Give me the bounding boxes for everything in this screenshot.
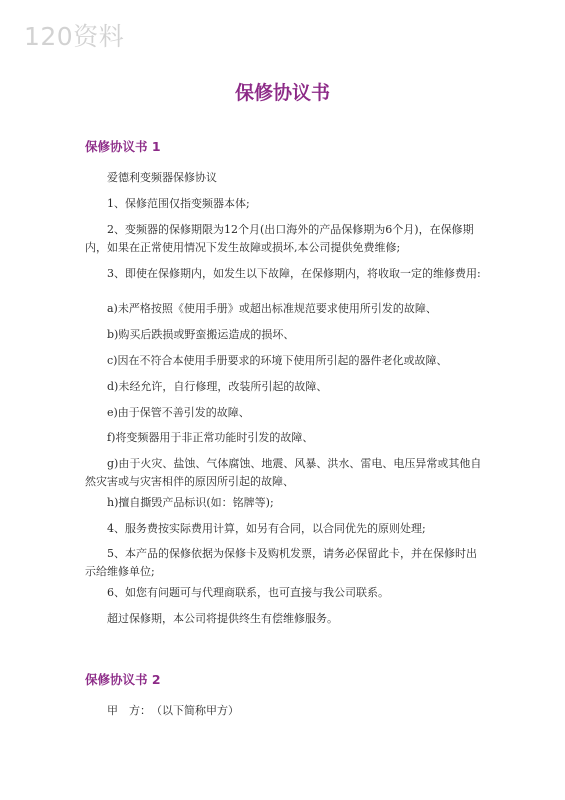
paragraph: 2、变频器的保修期限为12个月(出口海外的产品保修期为6个月)，在保修期内，如果在正常使用情况下发生故障或损坏,本公司提供免费维修; bbox=[85, 223, 474, 254]
document-title: 保修协议书 bbox=[234, 82, 330, 104]
paragraph: c)因在不符合本使用手册要求的环境下使用所引起的器件老化或故障、 bbox=[107, 354, 448, 367]
section-1-heading: 保修协议书 1 bbox=[85, 139, 161, 154]
paragraph: d)未经允许，自行修理，改装所引起的故障、 bbox=[107, 380, 328, 393]
paragraph: g)由于火灾、盐蚀、气体腐蚀、地震、风暴、洪水、雷电、电压异常或其他自然灾害或与灾害相伴的原因所引起的故障、 bbox=[85, 457, 482, 488]
paragraph: f)将变频器用于非正常功能时引发的故障、 bbox=[107, 431, 314, 444]
paragraph: 甲 方： （以下简称甲方） bbox=[107, 704, 239, 717]
watermark-logo: 120资料 bbox=[24, 22, 125, 51]
paragraph: 1、保修范围仅指变频器本体; bbox=[107, 197, 250, 210]
paragraph: e)由于保管不善引发的故障、 bbox=[107, 406, 250, 419]
paragraph: a)未严格按照《使用手册》或超出标准规范要求使用所引发的故障、 bbox=[107, 302, 437, 315]
paragraph: b)购买后跌损或野蛮搬运造成的损坏、 bbox=[107, 328, 295, 341]
paragraph: 超过保修期，本公司将提供终生有偿维修服务。 bbox=[107, 612, 338, 625]
paragraph: 爱德利变频器保修协议 bbox=[107, 171, 217, 184]
paragraph: 4、服务费按实际费用计算，如另有合同，以合同优先的原则处理; bbox=[107, 522, 426, 535]
section-2-heading: 保修协议书 2 bbox=[85, 672, 161, 687]
paragraph: 5、本产品的保修依据为保修卡及购机发票，请务必保留此卡，并在保修时出示给维修单位; bbox=[85, 547, 477, 578]
paragraph: 3、即使在保修期内，如发生以下故障，在保修期内，将收取一定的维修费用: bbox=[107, 267, 481, 280]
paragraph: 6、如您有问题可与代理商联系，也可直接与我公司联系。 bbox=[107, 586, 389, 599]
paragraph: h)擅自撕毁产品标识(如：铭牌等); bbox=[107, 496, 274, 509]
